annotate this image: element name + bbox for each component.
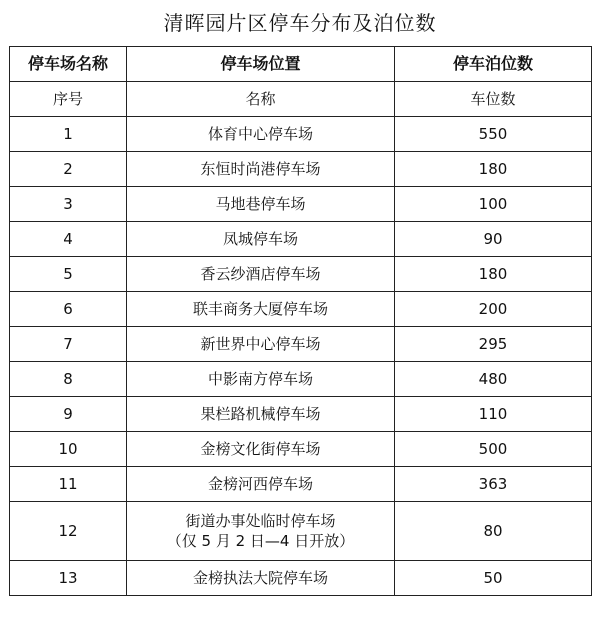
row-number: 9	[10, 397, 127, 432]
row-space-count: 180	[395, 257, 592, 292]
table-row	[10, 292, 592, 327]
table-row	[10, 327, 592, 362]
table-row	[10, 152, 592, 187]
row-lot-name-cell	[127, 222, 395, 257]
row-space-count: 180	[395, 152, 592, 187]
row-number: 8	[10, 362, 127, 397]
row-lot-name: 果栏路机械停车场	[200, 405, 321, 423]
row-lot-name: 中影南方停车场	[207, 370, 313, 388]
row-number: 10	[10, 432, 127, 467]
row-space-count: 100	[395, 187, 592, 222]
table-body	[10, 117, 592, 596]
table-row	[10, 467, 592, 502]
row-lot-name: 金榜河西停车场	[207, 475, 313, 493]
table-row	[10, 222, 592, 257]
row-lot-name-cell	[127, 432, 395, 467]
row-lot-name-cell	[127, 561, 395, 596]
row-lot-note: （仅 5 月 2 日—4 日开放）	[166, 532, 355, 550]
row-space-count: 480	[395, 362, 592, 397]
table-row	[10, 187, 592, 222]
table-row	[10, 362, 592, 397]
row-lot-name-cell	[127, 152, 395, 187]
row-number: 1	[10, 117, 127, 152]
table-row	[10, 561, 592, 596]
row-lot-name-cell	[127, 257, 395, 292]
row-lot-name-cell	[127, 187, 395, 222]
row-number: 3	[10, 187, 127, 222]
row-lot-name: 体育中心停车场	[207, 125, 313, 143]
row-lot-name-cell	[127, 362, 395, 397]
row-number: 2	[10, 152, 127, 187]
row-lot-name-cell	[127, 397, 395, 432]
row-lot-name: 马地巷停车场	[215, 195, 306, 213]
row-number: 13	[10, 561, 127, 596]
row-lot-name-cell	[127, 117, 395, 152]
row-lot-name: 香云纱酒店停车场	[200, 265, 321, 283]
row-lot-name: 金榜执法大院停车场	[192, 569, 328, 587]
table-row	[10, 432, 592, 467]
row-lot-name: 新世界中心停车场	[200, 335, 321, 353]
row-space-count: 550	[395, 117, 592, 152]
row-number: 5	[10, 257, 127, 292]
row-space-count: 363	[395, 467, 592, 502]
row-number: 4	[10, 222, 127, 257]
row-space-count: 80	[395, 502, 592, 561]
row-lot-name-cell	[127, 502, 395, 561]
row-space-count: 50	[395, 561, 592, 596]
row-lot-name: 东恒时尚港停车场	[200, 160, 321, 178]
header-spaces: 停车泊位数	[395, 47, 592, 82]
row-lot-name: 街道办事处临时停车场	[185, 512, 336, 530]
row-number: 12	[10, 502, 127, 561]
subheader-space-count: 车位数	[395, 82, 592, 117]
row-number: 7	[10, 327, 127, 362]
table-row	[10, 502, 592, 561]
header-lot-name: 停车场名称	[10, 47, 127, 82]
row-lot-name: 金榜文化街停车场	[200, 440, 321, 458]
parking-table	[9, 46, 592, 596]
row-space-count: 110	[395, 397, 592, 432]
row-lot-name: 凤城停车场	[222, 230, 298, 248]
header-lot-location: 停车场位置	[127, 47, 395, 82]
row-lot-name-cell	[127, 292, 395, 327]
table-row	[10, 117, 592, 152]
row-space-count: 200	[395, 292, 592, 327]
table-row	[10, 257, 592, 292]
row-space-count: 90	[395, 222, 592, 257]
table-row	[10, 397, 592, 432]
row-space-count: 500	[395, 432, 592, 467]
row-lot-name: 联丰商务大厦停车场	[192, 300, 328, 318]
row-number: 6	[10, 292, 127, 327]
table-header-row	[10, 47, 592, 82]
row-lot-name-cell	[127, 467, 395, 502]
row-lot-name-cell	[127, 327, 395, 362]
row-number: 11	[10, 467, 127, 502]
page-title: 清晖园片区停车分布及泊位数	[163, 11, 437, 35]
subheader-name: 名称	[127, 82, 395, 117]
table-subheader-row	[10, 82, 592, 117]
subheader-number: 序号	[10, 82, 127, 117]
row-space-count: 295	[395, 327, 592, 362]
